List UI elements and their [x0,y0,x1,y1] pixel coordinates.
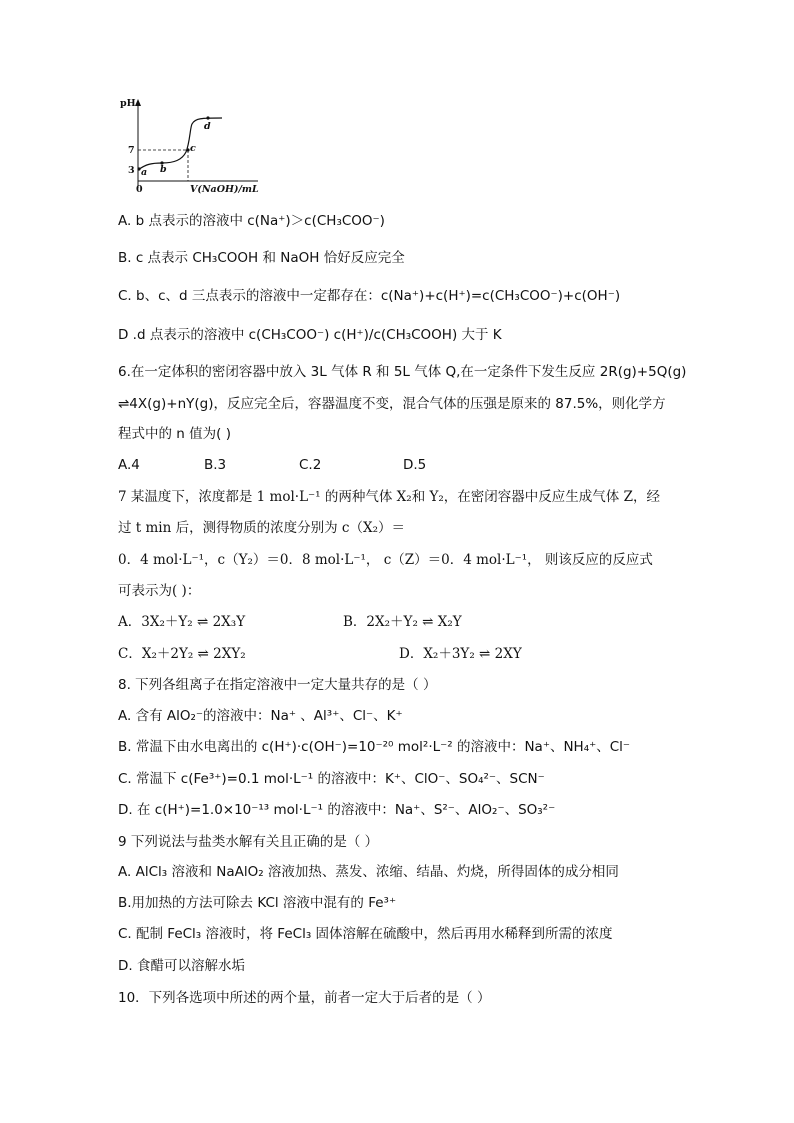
q8-option-d: D. 在 c(H⁺)=1.0×10⁻¹³ mol·L⁻¹ 的溶液中：Na⁺、S²⁻、AlO₂⁻、SO₃²⁻ [118,802,556,818]
q9-option-d: D. 食醋可以溶解水垢 [118,958,245,974]
y-axis-arrow [135,99,141,106]
q6-stem-line-3: 程式中的 n 值为( ) [118,426,231,442]
q7-option-a: A．3X₂＋Y₂ ⇌ 2X₃Y [118,614,246,630]
q7-stem-line-3: 0．4 mol·L⁻¹，c（Y₂）＝0．8 mol·L⁻¹， c（Z）＝0．4 mol·L⁻¹， 则该反应的反应式 [118,552,653,568]
q8-option-a: A. 含有 AlO₂⁻的溶液中：Na⁺ 、Al³⁺、Cl⁻、K⁺ [118,708,403,724]
q9-option-a: A. AlCl₃ 溶液和 NaAlO₂ 溶液加热、蒸发、浓缩、结晶、灼烧，所得固体的成分相同 [118,864,619,880]
point-b-label: b [160,164,167,175]
q6-stem-line-2: ⇌4X(g)+nY(g)，反应完全后，容器温度不变，混合气体的压强是原来的 87.5%，则化学方 [118,396,666,412]
q7-stem-line-1: 7 某温度下，浓度都是 1 mol·L⁻¹ 的两种气体 X₂和 Y₂，在密闭容器中反应生成气体 Z，经 [118,489,660,505]
q5-option-b: B. c 点表示 CH₃COOH 和 NaOH 恰好反应完全 [118,250,405,266]
tick-label-3: 3 [128,165,135,176]
tick-label-7: 7 [128,145,135,156]
q7-stem-line-2: 过 t min 后，测得物质的浓度分别为 c（X₂）＝ [118,520,405,536]
q5-option-c: C. b、c、d 三点表示的溶液中一定都存在：c(Na⁺)+c(H⁺)=c(CH₃COO⁻)+c(OH⁻) [118,288,621,304]
q5-option-d: D .d 点表示的溶液中 c(CH₃COO⁻) c(H⁺)/c(CH₃COOH) 大于 K [118,327,502,343]
point-d [206,116,209,119]
y-axis-label: pH [120,98,136,109]
origin-label: 0 [136,184,143,195]
q8-option-c: C. 常温下 c(Fe³⁺)=0.1 mol·L⁻¹ 的溶液中：K⁺、ClO⁻、SO₄²⁻、SCN⁻ [118,771,545,787]
q6-stem-line-1: 6.在一定体积的密闭容器中放入 3L 气体 R 和 5L 气体 Q,在一定条件下发生反应 2R(g)+5Q(g) [118,364,687,380]
q6-option-b: B.3 [204,457,227,473]
q7-option-d: D．X₂＋3Y₂ ⇌ 2XY [399,646,522,662]
point-a-label: a [141,167,148,178]
q10-stem: 10．下列各选项中所述的两个量，前者一定大于后者的是（ ） [118,990,491,1006]
q8-option-b: B. 常温下由水电离出的 c(H⁺)·c(OH⁻)=10⁻²⁰ mol²·L⁻² 的溶液中：Na⁺、NH₄⁺、Cl⁻ [118,739,631,755]
q9-option-c: C. 配制 FeCl₃ 溶液时，将 FeCl₃ 固体溶解在硫酸中，然后再用水稀释到所需的浓度 [118,926,613,942]
q5-option-a: A. b 点表示的溶液中 c(Na⁺)＞c(CH₃COO⁻) [118,213,385,229]
q9-option-b: B.用加热的方法可除去 KCl 溶液中混有的 Fe³⁺ [118,895,397,911]
x-axis-label: V(NaOH)/mL [190,184,259,195]
q8-stem: 8. 下列各组离子在指定溶液中一定大量共存的是（ ） [118,677,437,693]
q7-option-b: B．2X₂＋Y₂ ⇌ X₂Y [343,614,462,630]
titration-curve-graph [118,96,268,196]
q6-option-a: A.4 [118,457,140,473]
point-c-label: c [190,143,196,154]
q9-stem: 9 下列说法与盐类水解有关且正确的是（ ） [118,834,379,850]
q7-option-c: C．X₂＋2Y₂ ⇌ 2XY₂ [118,646,246,662]
q7-stem-line-4: 可表示为( )： [118,583,201,599]
point-d-label: d [204,121,211,132]
q6-option-d: D.5 [403,457,427,473]
q6-option-c: C.2 [299,457,322,473]
